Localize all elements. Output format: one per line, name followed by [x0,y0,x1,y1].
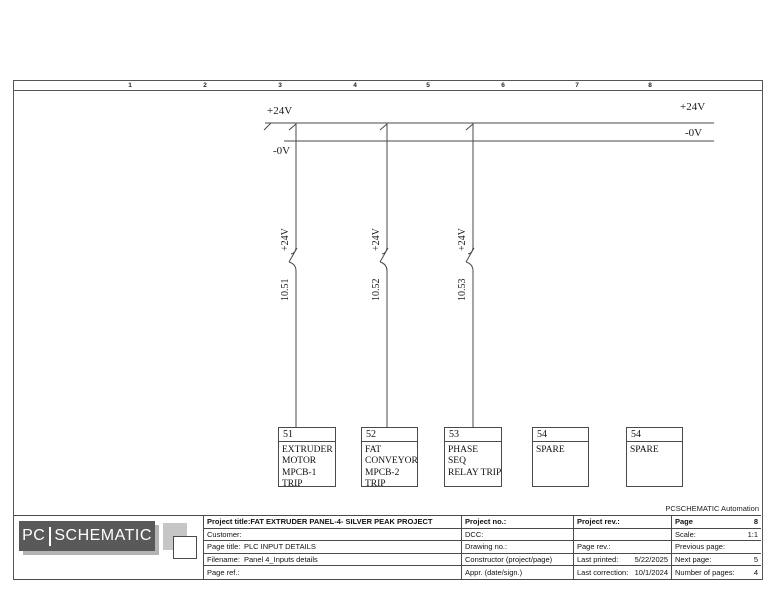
project-no-label: Project no.: [465,517,507,527]
next-page-value: 5 [753,555,758,565]
logo-bar-icon [49,527,51,546]
last-correction-label: Last correction: [577,568,629,578]
rail-label-minus-left: -0V [273,145,291,157]
automation-note: PCSCHEMATIC Automation [665,504,759,513]
drawing-no-label: Drawing no.: [465,542,508,552]
box-description-line: SPARE [536,445,565,455]
plc-input-box-54a[interactable] [532,427,589,487]
last-correction-value: 10/1/2024 [634,568,668,578]
ruler-number: 2 [203,82,207,89]
page-title-value: PLC INPUT DETAILS [244,542,316,552]
rail-label-plus-right: +24V [680,101,706,113]
box-description-line: MPCB-2 [365,467,400,478]
ruler-number: 3 [278,82,282,89]
drawing-frame [13,80,763,580]
box-number: 54 [627,428,682,442]
last-printed-value: 5/22/2025 [634,555,668,565]
box-description-line: CONVEYOR [365,456,418,467]
plc-input-box-53[interactable] [444,427,502,487]
logo-text-pc: PC [22,527,46,544]
project-title-value: FAT EXTRUDER PANEL-4- SILVER PEAK PROJECT [250,517,433,527]
page-ref-label: Page ref.: [207,568,240,578]
box-description-line: TRIP [365,478,386,489]
project-rev-label: Project rev.: [577,517,620,527]
box-number: 53 [445,428,501,442]
box-number: 51 [279,428,335,442]
box-description-line: SPARE [630,445,659,455]
number-of-pages-value: 4 [753,568,758,578]
box-description-line: EXTRUDER [282,445,333,455]
ruler-number: 4 [353,82,357,89]
rail-label-plus-left: +24V [267,105,293,117]
title-block-col-project-no [461,516,573,579]
box-description-line: TRIP [282,478,303,489]
box-description-line: PHASE [448,445,479,455]
title-block-col-project [203,516,461,579]
box-description-line: RELAY TRIP [448,467,502,478]
plc-input-box-51[interactable] [278,427,336,487]
project-title-label: Project title: [207,517,251,527]
constructor-label: Constructor (project/page) [465,555,553,565]
plc-address-label: 10.53 [457,278,468,301]
page-number-value: 8 [753,517,758,527]
scale-value: 1:1 [747,529,758,539]
title-block [14,515,761,580]
number-of-pages-label: Number of pages: [675,568,735,578]
pcschematic-logo [19,521,155,551]
plc-address-label: 10.52 [371,278,382,301]
customer-label: Customer: [207,529,242,539]
box-number: 54 [533,428,588,442]
scale-label: Scale: [675,529,696,539]
page-title-label: Page title: [207,542,241,552]
previous-page-label: Previous page: [675,542,726,552]
box-description-line: FAT [365,445,382,455]
last-printed-label: Last printed: [577,555,619,565]
page-label: Page [675,517,693,527]
ruler-number: 1 [128,82,132,89]
ruler-number: 5 [426,82,430,89]
logo-square-outline [173,536,197,559]
rail-label-minus-right: -0V [685,127,703,139]
plc-address-label: 10.51 [280,278,291,301]
box-number: 52 [362,428,417,442]
title-block-col-page [671,516,761,579]
filename-label: Filename: [207,555,240,565]
wire-voltage-label: +24V [457,228,468,251]
box-description-line: MPCB-1 [282,467,317,478]
logo-text-schematic: SCHEMATIC [54,527,152,544]
logo-area [14,516,203,579]
wire-voltage-label: +24V [371,228,382,251]
power-rails[interactable] [264,123,714,141]
ruler-number: 7 [575,82,579,89]
wire-voltage-label: +24V [280,228,291,251]
box-description-line: MOTOR [282,456,317,467]
ruler-number: 8 [648,82,652,89]
appr-label: Appr. (date/sign.) [465,568,523,578]
plc-input-box-54b[interactable] [626,427,683,487]
dcc-label: DCC: [465,529,484,539]
plc-input-box-52[interactable] [361,427,418,487]
filename-value: Panel 4_Inputs details [244,555,318,565]
title-block-table [203,516,761,579]
page-rev-label: Page rev.: [577,542,611,552]
title-block-col-revision [573,516,671,579]
next-page-label: Next page: [675,555,712,565]
wiring-graphic [14,81,761,578]
box-description-line: SEQ [448,456,466,467]
ruler-number: 6 [501,82,505,89]
